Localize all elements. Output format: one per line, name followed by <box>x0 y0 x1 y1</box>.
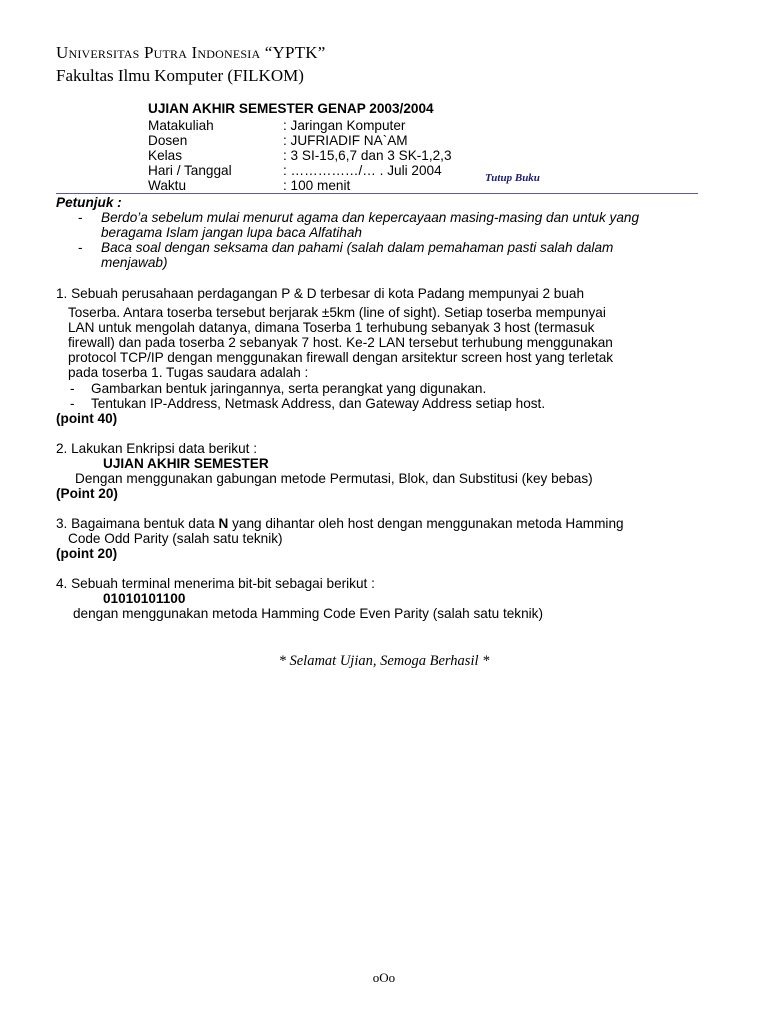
info-label-lecturer: Dosen <box>148 133 188 148</box>
question-1-task-2: Tentukan IP-Address, Netmask Address, dan Gateway Address setiap host. <box>91 396 546 411</box>
question-4-method: dengan menggunakan metoda Hamming Code Even Parity (salah satu teknik) <box>73 606 544 621</box>
question-2-data: UJIAN AKHIR SEMESTER <box>103 456 269 471</box>
question-3-points: (point 20) <box>56 546 118 561</box>
closing-message: * Selamat Ujian, Semoga Berhasil * <box>278 653 490 669</box>
question-3-text-post: yang dihantar oleh host dengan menggunakan metoda Hamming <box>228 516 624 531</box>
question-1-intro: 1. Sebuah perusahaan perdagangan P & D terbesar di kota Padang mempunyai 2 buah <box>56 286 585 301</box>
info-label-duration: Waktu <box>148 178 187 193</box>
question-3-line-1 <box>56 516 624 532</box>
instruction-dash: - <box>78 240 83 255</box>
question-2-intro: 2. Lakukan Enkripsi data berikut : <box>56 441 257 456</box>
university-name: Universitas Putra Indonesia “YPTK” <box>56 43 326 62</box>
task-dash: - <box>70 396 75 411</box>
question-1-line: pada toserba 1. Tugas saudara adalah : <box>68 365 309 380</box>
question-1-task-1: Gambarkan bentuk jaringannya, serta perangkat yang digunakan. <box>91 381 487 396</box>
info-value-date: : ……………/… . Juli 2004 <box>283 163 442 178</box>
info-label-class: Kelas <box>148 148 183 163</box>
question-4-bits: 01010101100 <box>103 591 186 606</box>
instruction-2-line-1: Baca soal dengan seksama dan pahami (salah dalam pemahaman pasti salah dalam <box>101 240 614 255</box>
info-value-class: : 3 SI-15,6,7 dan 3 SK-1,2,3 <box>283 148 452 163</box>
question-2-method: Dengan menggunakan gabungan metode Permutasi, Blok, dan Substitusi (key bebas) <box>75 471 593 486</box>
exam-title: UJIAN AKHIR SEMESTER GENAP 2003/2004 <box>148 101 434 116</box>
question-3-text-pre: 3. Bagaimana bentuk data <box>56 516 219 531</box>
page-footer: oOo <box>372 970 396 985</box>
closed-book-note: Tutup Buku <box>485 172 540 184</box>
question-2-points: (Point 20) <box>56 486 118 501</box>
info-value-course: : Jaringan Komputer <box>283 118 406 133</box>
question-1-line: Toserba. Antara toserba tersebut berjarak ±5km (line of sight). Setiap toserba mempunyai <box>68 305 606 320</box>
question-1-points: (point 40) <box>56 411 118 426</box>
question-1-line: protocol TCP/IP dengan menggunakan firewall dengan arsitektur screen host yang terletak <box>68 350 614 365</box>
instructions-label: Petunjuk : <box>56 195 122 210</box>
instruction-2-line-2: menjawab) <box>101 255 168 270</box>
question-4-intro: 4. Sebuah terminal menerima bit-bit sebagai berikut : <box>56 576 375 591</box>
info-label-course: Matakuliah <box>148 118 214 133</box>
instruction-dash: - <box>78 210 83 225</box>
instruction-1-line-1: Berdo’a sebelum mulai menurut agama dan kepercayaan masing-masing dan untuk yang <box>101 210 640 225</box>
faculty-name: Fakultas Ilmu Komputer (FILKOM) <box>56 66 304 85</box>
info-value-duration: : 100 menit <box>283 178 351 193</box>
task-dash: - <box>70 381 75 396</box>
info-value-lecturer: : JUFRIADIF NA`AM <box>283 133 408 148</box>
instruction-1-line-2: beragama Islam jangan lupa baca Alfatihah <box>101 225 362 240</box>
question-1-line: firewall) dan pada toserba 2 sebanyak 7 host. Ke-2 LAN tersebut terhubung menggunakan <box>68 335 613 350</box>
question-3-bold-n: N <box>218 516 229 531</box>
question-3-line-2: Code Odd Parity (salah satu teknik) <box>68 531 283 546</box>
question-1-line: LAN untuk mengolah datanya, dimana Toserba 1 terhubung sebanyak 3 host (termasuk <box>68 320 595 335</box>
header-divider <box>56 193 698 194</box>
info-label-date: Hari / Tanggal <box>148 163 232 178</box>
